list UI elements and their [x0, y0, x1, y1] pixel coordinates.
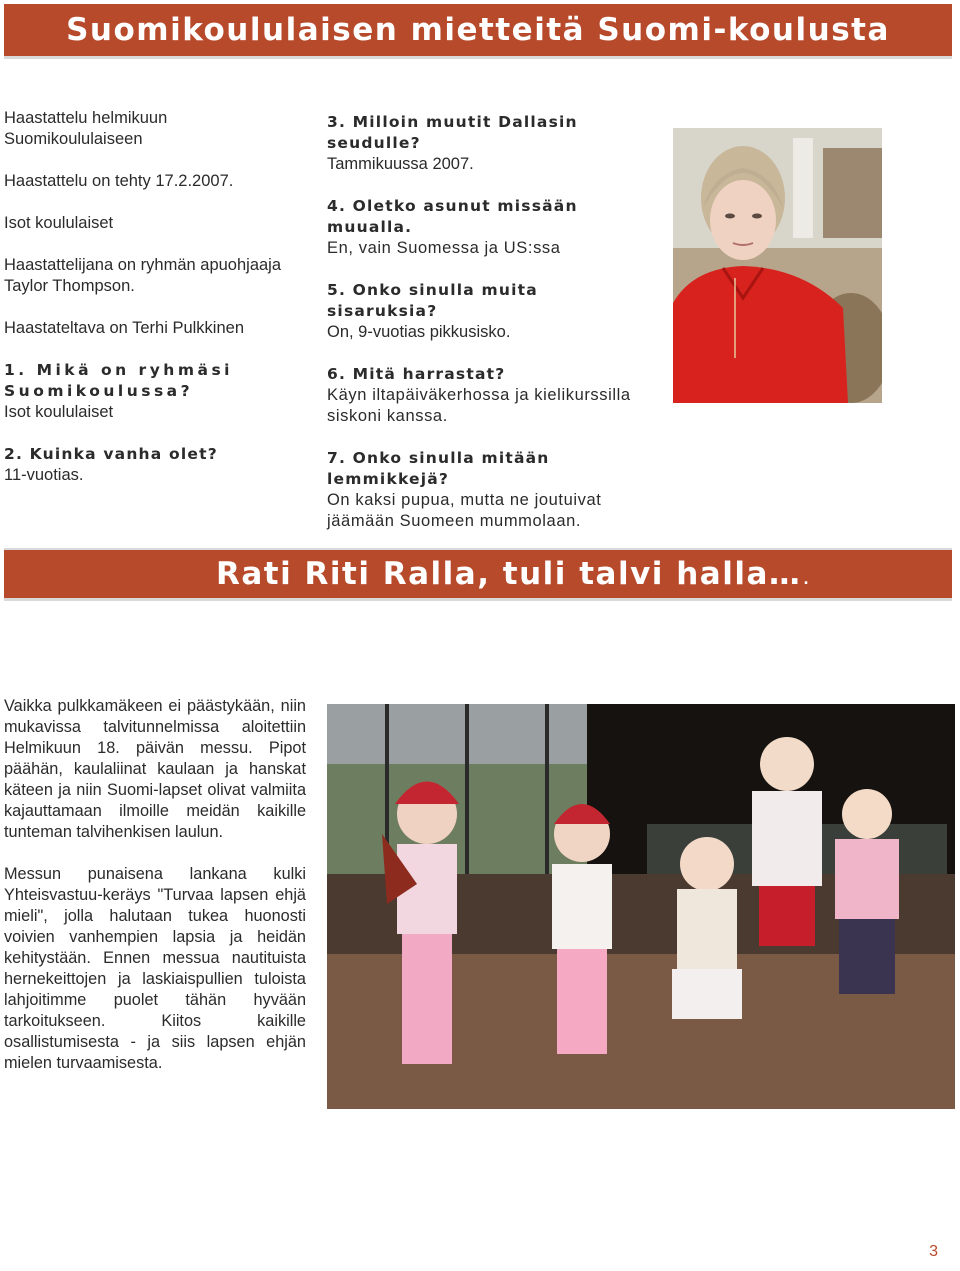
portrait-photo: [673, 128, 882, 403]
article-column: [4, 696, 306, 1074]
intro-line: Haastattelu on tehty 17.2.2007.: [4, 172, 234, 190]
question: 2. Kuinka vanha olet?: [4, 445, 218, 463]
page-number: 3: [929, 1243, 938, 1260]
answer: Käyn iltapäiväkerhossa ja kielikurssilla siskoni kanssa.: [327, 386, 631, 425]
question: 3. Milloin muutit Dallasin seudulle?: [327, 113, 578, 152]
question: 7. Onko sinulla mitään lemmikkejä?: [327, 449, 550, 488]
portrait-photo-drawing: [673, 128, 882, 403]
section-title-banner: [4, 548, 952, 601]
page-title-banner: [4, 4, 952, 59]
children-singing-photo: [327, 704, 955, 1109]
answer: On, 9-vuotias pikkusisko.: [327, 323, 511, 341]
section-title: Rati Riti Ralla, tuli talvi halla…: [216, 556, 802, 592]
question: 1. Mikä on ryhmäsi Suomikoulussa?: [4, 361, 233, 400]
answer: Tammikuussa 2007.: [327, 155, 474, 173]
page-title: Suomikoululaisen mietteitä Suomi-koulusta: [66, 12, 890, 48]
answer: Isot koululaiset: [4, 403, 114, 421]
answer: 11-vuotias.: [4, 466, 84, 484]
answer: En, vain Suomessa ja US:ssa: [327, 239, 561, 257]
article-paragraph: Vaikka pulkkamäkeen ei päästykään, niin mukavissa talvitunnelmissa aloitettiin Helmikuun 18. päivän messu. Pipot päähän, kaulaliinat kaulaan ja hanskat käteen ja niin Suomi-lapset olivat valmiita kajauttamaan ilmoille meidän kaikille tunteman talvihenkisen laulun.: [4, 697, 306, 841]
interview-column-middle: [327, 112, 631, 532]
intro-line: Haastattelijana on ryhmän apuohjaaja Taylor Thompson.: [4, 256, 282, 295]
question: 6. Mitä harrastat?: [327, 365, 506, 383]
section-title-tail: .: [803, 572, 811, 588]
interview-column-left: [4, 108, 304, 507]
intro-line: Haastattelu helmikuun Suomikoululaiseen: [4, 109, 168, 148]
answer: On kaksi pupua, mutta ne joutuivat jäämään Suomeen mummolaan.: [327, 491, 602, 530]
article-paragraph: Messun punaisena lankana kulki Yhteisvastuu-keräys "Turvaa lapsen ehjä mieli", jolla halutaan tukea huonosti voivien vanhempien lapsia ja heidän kehitystään. Ennen messua nautituista hernekeittojen ja laskiaispullien tuloista lahjoitimme puolet tähän hyvään tarkoitukseen. Kiitos kaikille osallistumisesta - ja siis lapsen ehjän mielen turvaamisesta.: [4, 865, 306, 1072]
children-photo-drawing: [327, 704, 955, 1109]
intro-line: Isot koululaiset: [4, 214, 114, 232]
intro-line: Haastateltava on Terhi Pulkkinen: [4, 319, 245, 337]
question: 4. Oletko asunut missään muualla.: [327, 197, 578, 236]
question: 5. Onko sinulla muita sisaruksia?: [327, 281, 538, 320]
